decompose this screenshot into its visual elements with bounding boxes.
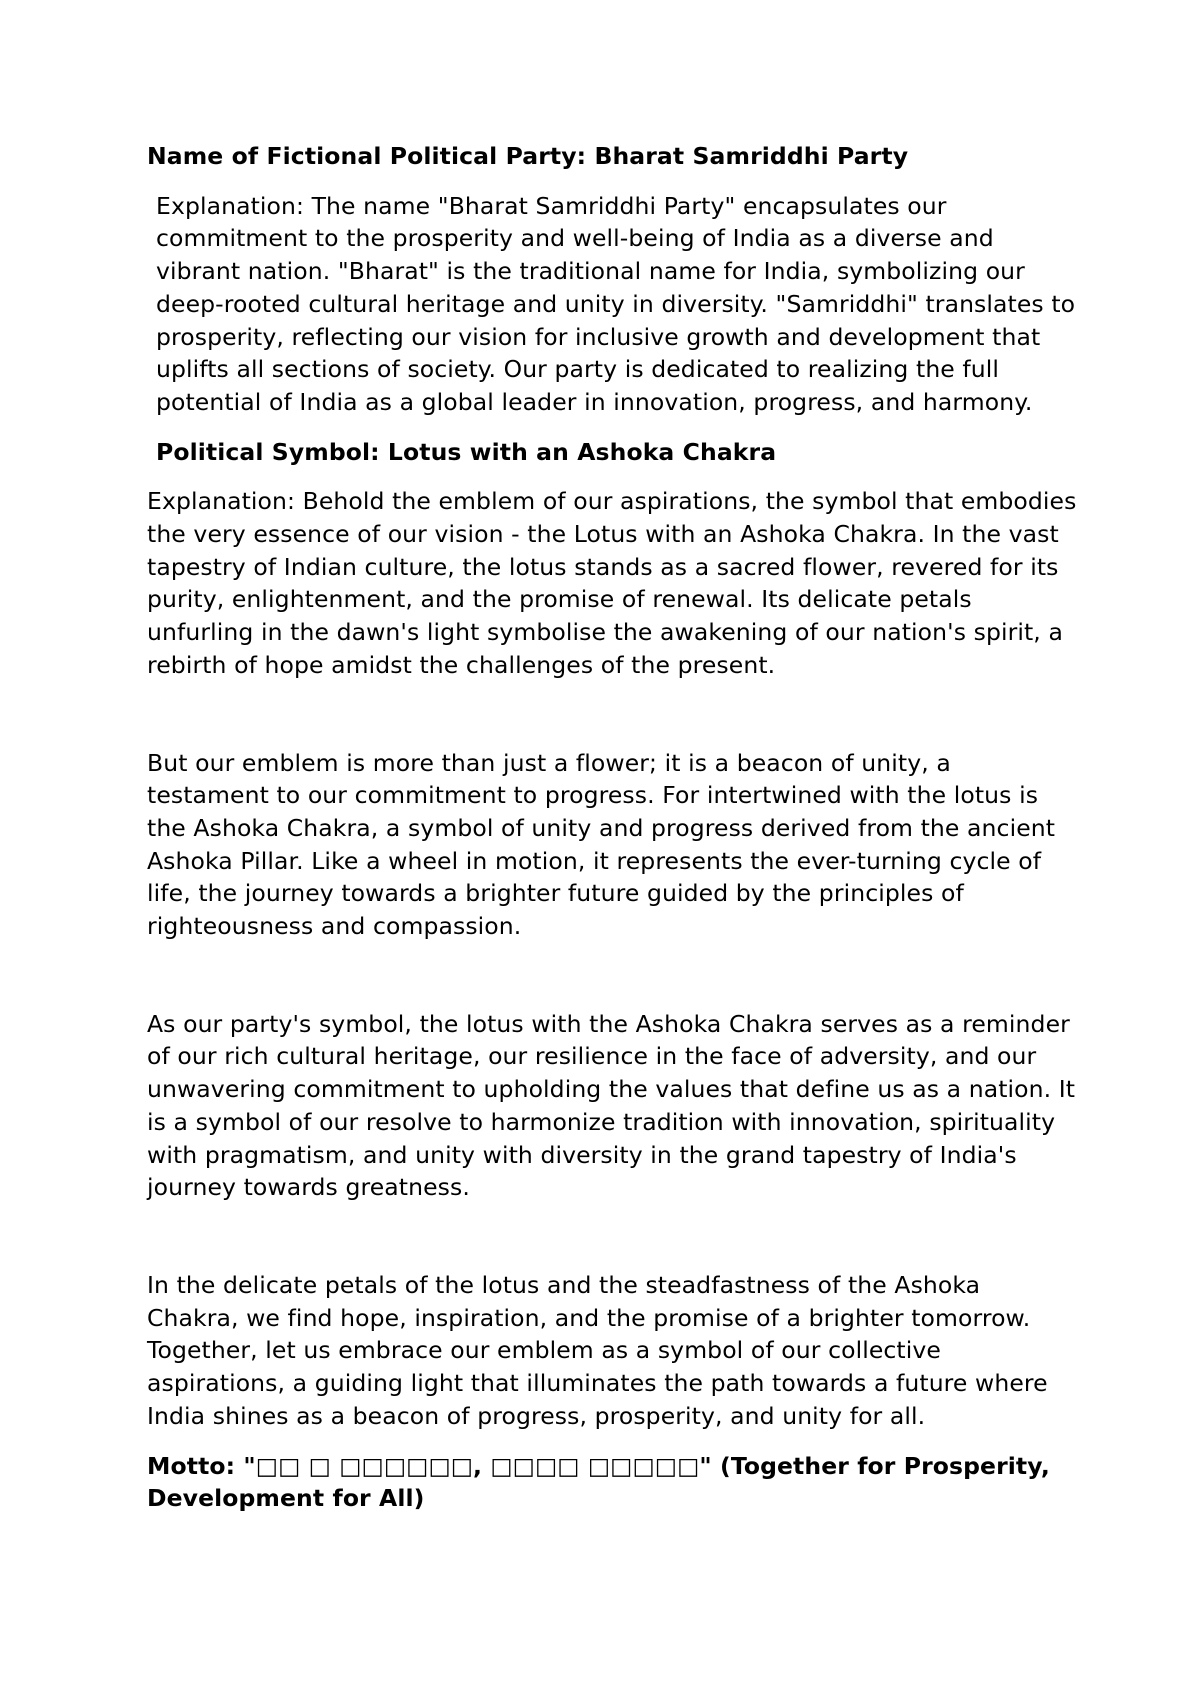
symbol-explanation: Explanation: Behold the emblem of our aspirations, the symbol that embodies the very essence of our vision - the Lotus with an Ashoka Chakra. In the vast tapestry of Indian culture, the lotus stands as a sacred flower, revered for its purity, enlightenment, and the promise of renewal. Its delicate petals unfurling in the dawn's light symbolise the awakening of our nation's spirit, a rebirth of hope amidst the challenges of the present. <box>147 487 1077 679</box>
hope-paragraph: In the delicate petals of the lotus and the steadfastness of the Ashoka Chakra, we find hope, inspiration, and the promise of a brighter tomorrow. Together, let us embrace our emblem as a symbol of our collective aspirations, a guiding light that illuminates the path towards a future where India shines as a beacon of progress, prosperity, and unity for all. <box>147 1270 1048 1430</box>
political-symbol-heading: Political Symbol: Lotus with an Ashoka Chakra <box>156 437 777 466</box>
party-name-explanation: Explanation: The name "Bharat Samriddhi Party" encapsulates our commitment to the prosperity and well-being of India as a diverse and vibrant nation. "Bharat" is the traditional name for India, symbolizing our deep-rooted cultural heritage and unity in diversity. "Samriddhi" translates to prosperity, reflecting our vision for inclusive growth and development that uplifts all sections of society. Our party is dedicated to realizing the full potential of India as a global leader in innovation, progress, and harmony. <box>156 191 1076 416</box>
spacer <box>147 1204 1077 1269</box>
spacer <box>147 682 1077 747</box>
spacer <box>147 419 1077 436</box>
spacer <box>147 173 1077 190</box>
party-name-heading: Name of Fictional Political Party: Bharat Samriddhi Party <box>147 142 909 170</box>
spacer <box>147 468 1077 485</box>
heritage-paragraph: As our party's symbol, the lotus with the Ashoka Chakra serves as a reminder of our rich cultural heritage, our resilience in the face of adversity, and our unwavering commitment to upholding the values that define us as a nation. It is a symbol of our resolve to harmonize tradition with innovation, spirituality with pragmatism, and unity with diversity in the grand tapestry of India's journey towards greatness. <box>147 1009 1076 1202</box>
motto-line: Motto: "□□ □ □□□□□□, □□□□ □□□□□" (Together for Prosperity, Development for All) <box>147 1451 1050 1513</box>
unity-paragraph: But our emblem is more than just a flower; it is a beacon of unity, a testament to our commitment to progress. For intertwined with the lotus is the Ashoka Chakra, a symbol of unity and progress derived from the ancient Ashoka Pillar. Like a wheel in motion, it represents the ever-turning cycle of life, the journey towards a brighter future guided by the principles of righteousness and compassion. <box>147 748 1056 941</box>
document-page <box>147 140 1077 1515</box>
spacer <box>147 943 1077 1008</box>
spacer <box>147 1433 1077 1450</box>
